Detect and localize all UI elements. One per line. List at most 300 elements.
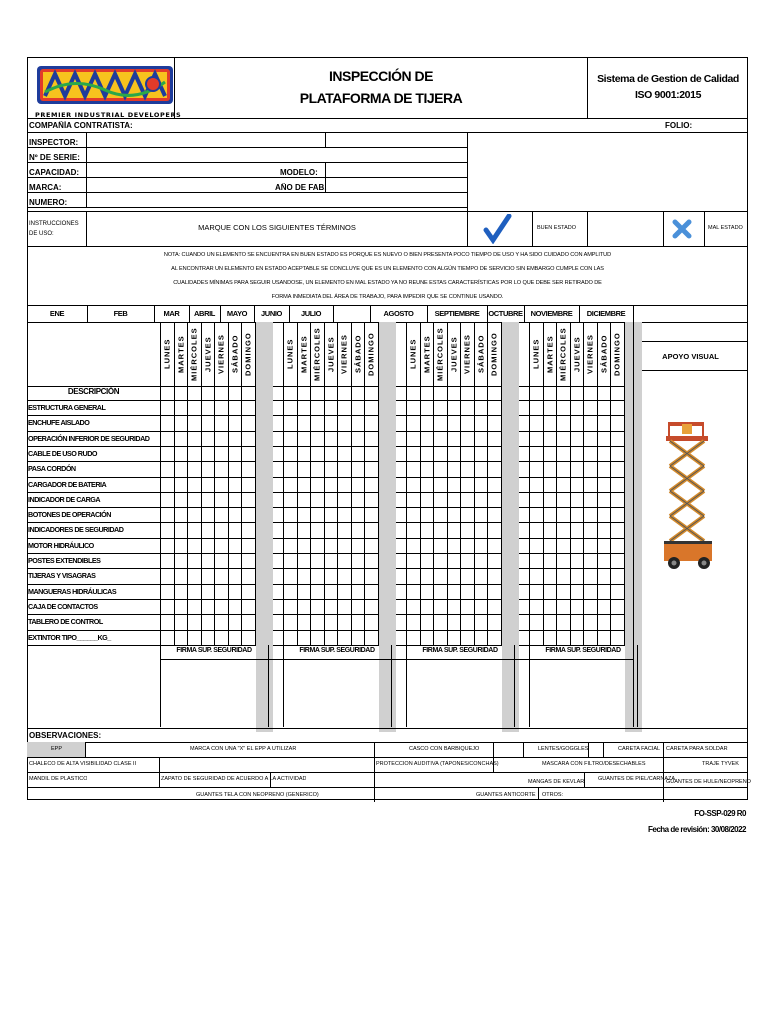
check-cell[interactable]: [583, 461, 597, 476]
check-cell[interactable]: [283, 630, 297, 645]
check-cell[interactable]: [610, 415, 624, 430]
check-cell[interactable]: [297, 538, 311, 553]
check-cell[interactable]: [324, 461, 338, 476]
check-cell[interactable]: [310, 630, 324, 645]
check-cell[interactable]: [310, 415, 324, 430]
check-cell[interactable]: [543, 507, 557, 522]
check-cell[interactable]: [351, 584, 365, 599]
check-cell[interactable]: [351, 599, 365, 614]
check-cell[interactable]: [460, 568, 474, 583]
check-cell[interactable]: [543, 568, 557, 583]
check-cell[interactable]: [324, 584, 338, 599]
check-cell[interactable]: [297, 522, 311, 537]
check-cell[interactable]: [556, 614, 570, 629]
check-cell[interactable]: [543, 415, 557, 430]
check-cell[interactable]: [337, 522, 351, 537]
check-cell[interactable]: [160, 553, 174, 568]
check-cell[interactable]: [460, 415, 474, 430]
check-cell[interactable]: [241, 599, 255, 614]
check-cell[interactable]: [529, 400, 543, 415]
check-cell[interactable]: [433, 538, 447, 553]
check-cell[interactable]: [160, 630, 174, 645]
check-cell[interactable]: [529, 431, 543, 446]
check-cell[interactable]: [556, 477, 570, 492]
check-cell[interactable]: [337, 415, 351, 430]
check-cell[interactable]: [460, 599, 474, 614]
check-cell[interactable]: [214, 614, 228, 629]
epp-otros[interactable]: OTROS:: [542, 792, 564, 798]
inspector-field[interactable]: [87, 133, 325, 148]
check-cell[interactable]: [297, 568, 311, 583]
check-cell[interactable]: [283, 461, 297, 476]
check-cell[interactable]: [543, 477, 557, 492]
check-cell[interactable]: [310, 400, 324, 415]
check-cell[interactable]: [174, 507, 188, 522]
check-cell[interactable]: [487, 584, 501, 599]
check-cell[interactable]: [610, 584, 624, 599]
check-cell[interactable]: [474, 568, 488, 583]
check-cell[interactable]: [420, 553, 434, 568]
check-cell[interactable]: [337, 599, 351, 614]
check-cell[interactable]: [406, 599, 420, 614]
check-cell[interactable]: [583, 568, 597, 583]
check-cell[interactable]: [597, 461, 611, 476]
check-cell[interactable]: [406, 522, 420, 537]
check-cell[interactable]: [447, 599, 461, 614]
check-cell[interactable]: [214, 415, 228, 430]
check-cell[interactable]: [364, 614, 378, 629]
check-cell[interactable]: [487, 538, 501, 553]
check-cell[interactable]: [187, 415, 201, 430]
check-cell[interactable]: [556, 492, 570, 507]
check-cell[interactable]: [297, 477, 311, 492]
check-cell[interactable]: [406, 568, 420, 583]
check-cell[interactable]: [310, 584, 324, 599]
check-cell[interactable]: [529, 553, 543, 568]
check-cell[interactable]: [214, 477, 228, 492]
check-cell[interactable]: [337, 538, 351, 553]
check-cell[interactable]: [283, 553, 297, 568]
check-cell[interactable]: [610, 461, 624, 476]
check-cell[interactable]: [364, 477, 378, 492]
check-cell[interactable]: [406, 630, 420, 645]
check-cell[interactable]: [529, 461, 543, 476]
check-cell[interactable]: [420, 614, 434, 629]
check-cell[interactable]: [228, 461, 242, 476]
epp-careta-facial[interactable]: CARETA FACIAL: [618, 746, 661, 752]
check-cell[interactable]: [447, 431, 461, 446]
check-cell[interactable]: [201, 568, 215, 583]
epp-guantes-anticorte[interactable]: GUANTES ANTICORTE: [476, 792, 536, 798]
check-cell[interactable]: [597, 614, 611, 629]
check-cell[interactable]: [487, 477, 501, 492]
check-cell[interactable]: [351, 630, 365, 645]
check-cell[interactable]: [187, 553, 201, 568]
check-cell[interactable]: [583, 599, 597, 614]
check-cell[interactable]: [364, 538, 378, 553]
check-cell[interactable]: [187, 492, 201, 507]
check-cell[interactable]: [228, 568, 242, 583]
check-cell[interactable]: [433, 492, 447, 507]
check-cell[interactable]: [597, 599, 611, 614]
check-cell[interactable]: [228, 553, 242, 568]
capacity-field[interactable]: [87, 163, 247, 178]
check-cell[interactable]: [187, 477, 201, 492]
check-cell[interactable]: [570, 630, 584, 645]
check-cell[interactable]: [297, 553, 311, 568]
check-cell[interactable]: [351, 477, 365, 492]
check-cell[interactable]: [228, 477, 242, 492]
check-cell[interactable]: [160, 492, 174, 507]
check-cell[interactable]: [529, 584, 543, 599]
check-cell[interactable]: [228, 446, 242, 461]
epp-mascara[interactable]: MASCARA CON FILTRO/DESECHABLES: [542, 761, 646, 767]
check-cell[interactable]: [610, 630, 624, 645]
check-cell[interactable]: [447, 477, 461, 492]
check-cell[interactable]: [543, 446, 557, 461]
check-cell[interactable]: [364, 431, 378, 446]
check-cell[interactable]: [160, 507, 174, 522]
check-cell[interactable]: [174, 492, 188, 507]
check-cell[interactable]: [433, 522, 447, 537]
check-cell[interactable]: [310, 477, 324, 492]
check-cell[interactable]: [583, 538, 597, 553]
check-cell[interactable]: [228, 400, 242, 415]
check-cell[interactable]: [447, 507, 461, 522]
check-cell[interactable]: [174, 431, 188, 446]
check-cell[interactable]: [187, 538, 201, 553]
check-cell[interactable]: [570, 538, 584, 553]
check-cell[interactable]: [447, 553, 461, 568]
check-cell[interactable]: [324, 553, 338, 568]
epp-casco[interactable]: CASCO CON BARBIQUEJO: [409, 746, 480, 752]
check-cell[interactable]: [337, 584, 351, 599]
check-cell[interactable]: [201, 446, 215, 461]
check-cell[interactable]: [201, 492, 215, 507]
check-cell[interactable]: [324, 522, 338, 537]
check-cell[interactable]: [187, 400, 201, 415]
check-cell[interactable]: [187, 568, 201, 583]
check-cell[interactable]: [610, 553, 624, 568]
check-cell[interactable]: [460, 522, 474, 537]
check-cell[interactable]: [433, 431, 447, 446]
check-cell[interactable]: [420, 538, 434, 553]
check-cell[interactable]: [364, 599, 378, 614]
epp-lentes[interactable]: LENTES/GOGGLES: [538, 746, 589, 752]
check-cell[interactable]: [420, 584, 434, 599]
check-cell[interactable]: [406, 553, 420, 568]
check-cell[interactable]: [487, 630, 501, 645]
check-cell[interactable]: [364, 492, 378, 507]
check-cell[interactable]: [529, 630, 543, 645]
check-cell[interactable]: [160, 538, 174, 553]
check-cell[interactable]: [447, 492, 461, 507]
check-cell[interactable]: [283, 584, 297, 599]
check-cell[interactable]: [447, 446, 461, 461]
check-cell[interactable]: [241, 431, 255, 446]
check-cell[interactable]: [174, 415, 188, 430]
check-cell[interactable]: [228, 522, 242, 537]
check-cell[interactable]: [160, 431, 174, 446]
check-cell[interactable]: [460, 630, 474, 645]
check-cell[interactable]: [324, 415, 338, 430]
check-cell[interactable]: [583, 614, 597, 629]
check-cell[interactable]: [310, 568, 324, 583]
check-cell[interactable]: [297, 614, 311, 629]
check-cell[interactable]: [487, 568, 501, 583]
check-cell[interactable]: [583, 446, 597, 461]
check-cell[interactable]: [570, 507, 584, 522]
check-cell[interactable]: [570, 446, 584, 461]
check-cell[interactable]: [160, 522, 174, 537]
check-cell[interactable]: [447, 415, 461, 430]
check-cell[interactable]: [597, 553, 611, 568]
check-cell[interactable]: [283, 431, 297, 446]
check-cell[interactable]: [310, 599, 324, 614]
check-cell[interactable]: [556, 568, 570, 583]
check-cell[interactable]: [433, 553, 447, 568]
check-cell[interactable]: [406, 614, 420, 629]
check-cell[interactable]: [610, 614, 624, 629]
check-cell[interactable]: [420, 477, 434, 492]
check-cell[interactable]: [187, 599, 201, 614]
check-cell[interactable]: [201, 630, 215, 645]
check-cell[interactable]: [597, 584, 611, 599]
check-cell[interactable]: [570, 400, 584, 415]
check-cell[interactable]: [214, 446, 228, 461]
check-cell[interactable]: [174, 538, 188, 553]
check-cell[interactable]: [228, 584, 242, 599]
check-cell[interactable]: [160, 477, 174, 492]
check-cell[interactable]: [241, 446, 255, 461]
check-cell[interactable]: [324, 492, 338, 507]
check-cell[interactable]: [447, 400, 461, 415]
epp-proteccion[interactable]: PROTECCIÓN AUDITIVA (TAPONES/CONCHAS): [376, 761, 499, 767]
check-cell[interactable]: [487, 446, 501, 461]
check-cell[interactable]: [529, 522, 543, 537]
check-cell[interactable]: [324, 446, 338, 461]
check-cell[interactable]: [420, 522, 434, 537]
epp-careta-soldar[interactable]: CARETA PARA SOLDAR: [666, 746, 728, 752]
check-cell[interactable]: [214, 461, 228, 476]
check-cell[interactable]: [324, 431, 338, 446]
check-cell[interactable]: [228, 507, 242, 522]
check-cell[interactable]: [610, 477, 624, 492]
check-cell[interactable]: [297, 431, 311, 446]
check-cell[interactable]: [474, 553, 488, 568]
check-cell[interactable]: [310, 538, 324, 553]
check-cell[interactable]: [283, 614, 297, 629]
check-cell[interactable]: [487, 553, 501, 568]
check-cell[interactable]: [406, 415, 420, 430]
check-cell[interactable]: [351, 415, 365, 430]
check-cell[interactable]: [201, 477, 215, 492]
check-cell[interactable]: [160, 446, 174, 461]
check-cell[interactable]: [187, 446, 201, 461]
check-cell[interactable]: [297, 599, 311, 614]
check-cell[interactable]: [597, 415, 611, 430]
check-cell[interactable]: [406, 492, 420, 507]
check-cell[interactable]: [610, 400, 624, 415]
check-cell[interactable]: [487, 400, 501, 415]
check-cell[interactable]: [241, 538, 255, 553]
check-cell[interactable]: [187, 461, 201, 476]
check-cell[interactable]: [160, 614, 174, 629]
check-cell[interactable]: [364, 584, 378, 599]
check-cell[interactable]: [283, 568, 297, 583]
check-cell[interactable]: [474, 415, 488, 430]
check-cell[interactable]: [324, 599, 338, 614]
check-cell[interactable]: [583, 584, 597, 599]
check-cell[interactable]: [420, 415, 434, 430]
check-cell[interactable]: [610, 568, 624, 583]
check-cell[interactable]: [297, 446, 311, 461]
check-cell[interactable]: [241, 415, 255, 430]
check-cell[interactable]: [214, 522, 228, 537]
check-cell[interactable]: [543, 522, 557, 537]
check-cell[interactable]: [351, 492, 365, 507]
check-cell[interactable]: [214, 568, 228, 583]
check-cell[interactable]: [447, 584, 461, 599]
check-cell[interactable]: [324, 538, 338, 553]
check-cell[interactable]: [324, 400, 338, 415]
check-cell[interactable]: [214, 599, 228, 614]
epp-guantes-tela[interactable]: GUANTES TELA CON NEOPRENO (GENÉRICO): [196, 792, 319, 798]
check-cell[interactable]: [241, 584, 255, 599]
number-field[interactable]: [87, 193, 467, 208]
check-cell[interactable]: [529, 538, 543, 553]
check-cell[interactable]: [364, 553, 378, 568]
check-cell[interactable]: [570, 599, 584, 614]
check-cell[interactable]: [474, 507, 488, 522]
epp-mandil[interactable]: MANDIL DE PLÁSTICO: [29, 776, 88, 782]
check-cell[interactable]: [543, 614, 557, 629]
check-cell[interactable]: [420, 630, 434, 645]
epp-guantes-piel[interactable]: GUANTES DE PIEL/CARNAZA: [598, 776, 676, 782]
epp-guantes-hule[interactable]: GUANTES DE HULE/NEOPRENO: [666, 779, 751, 785]
check-cell[interactable]: [310, 553, 324, 568]
check-cell[interactable]: [406, 446, 420, 461]
check-cell[interactable]: [460, 477, 474, 492]
check-cell[interactable]: [487, 507, 501, 522]
check-cell[interactable]: [283, 522, 297, 537]
check-cell[interactable]: [583, 415, 597, 430]
check-cell[interactable]: [297, 400, 311, 415]
check-cell[interactable]: [433, 507, 447, 522]
check-cell[interactable]: [201, 614, 215, 629]
check-cell[interactable]: [160, 415, 174, 430]
check-cell[interactable]: [310, 446, 324, 461]
check-cell[interactable]: [201, 584, 215, 599]
check-cell[interactable]: [214, 538, 228, 553]
check-cell[interactable]: [570, 415, 584, 430]
check-cell[interactable]: [228, 415, 242, 430]
check-cell[interactable]: [487, 461, 501, 476]
check-cell[interactable]: [610, 538, 624, 553]
check-cell[interactable]: [570, 461, 584, 476]
epp-mangas[interactable]: MANGAS DE KEVLAR: [528, 779, 585, 785]
check-cell[interactable]: [583, 507, 597, 522]
check-cell[interactable]: [556, 522, 570, 537]
check-cell[interactable]: [324, 630, 338, 645]
brand-field[interactable]: [87, 178, 247, 193]
check-cell[interactable]: [283, 492, 297, 507]
check-cell[interactable]: [174, 400, 188, 415]
check-cell[interactable]: [406, 431, 420, 446]
check-cell[interactable]: [297, 461, 311, 476]
check-cell[interactable]: [283, 507, 297, 522]
check-cell[interactable]: [570, 477, 584, 492]
check-cell[interactable]: [201, 599, 215, 614]
check-cell[interactable]: [597, 568, 611, 583]
check-cell[interactable]: [433, 415, 447, 430]
check-cell[interactable]: [228, 431, 242, 446]
check-cell[interactable]: [597, 630, 611, 645]
check-cell[interactable]: [214, 507, 228, 522]
check-cell[interactable]: [610, 446, 624, 461]
check-cell[interactable]: [460, 614, 474, 629]
check-cell[interactable]: [228, 614, 242, 629]
epp-zapato[interactable]: ZAPATO DE SEGURIDAD DE ACUERDO A LA ACTIVIDAD: [161, 776, 307, 782]
check-cell[interactable]: [351, 522, 365, 537]
safety-supervisor-signature[interactable]: FIRMA SUP. SEGURIDAD: [176, 646, 252, 654]
check-cell[interactable]: [474, 477, 488, 492]
check-cell[interactable]: [201, 400, 215, 415]
check-cell[interactable]: [529, 477, 543, 492]
check-cell[interactable]: [364, 568, 378, 583]
check-cell[interactable]: [337, 477, 351, 492]
check-cell[interactable]: [474, 538, 488, 553]
check-cell[interactable]: [556, 446, 570, 461]
check-cell[interactable]: [174, 477, 188, 492]
check-cell[interactable]: [529, 614, 543, 629]
check-cell[interactable]: [337, 400, 351, 415]
check-cell[interactable]: [337, 431, 351, 446]
check-cell[interactable]: [529, 507, 543, 522]
check-cell[interactable]: [174, 522, 188, 537]
check-cell[interactable]: [241, 553, 255, 568]
check-cell[interactable]: [460, 553, 474, 568]
check-cell[interactable]: [583, 553, 597, 568]
check-cell[interactable]: [433, 568, 447, 583]
safety-supervisor-signature[interactable]: FIRMA SUP. SEGURIDAD: [422, 646, 498, 654]
check-cell[interactable]: [174, 599, 188, 614]
check-cell[interactable]: [228, 538, 242, 553]
check-cell[interactable]: [283, 477, 297, 492]
check-cell[interactable]: [310, 522, 324, 537]
check-cell[interactable]: [420, 568, 434, 583]
check-cell[interactable]: [543, 630, 557, 645]
check-cell[interactable]: [310, 614, 324, 629]
check-cell[interactable]: [351, 614, 365, 629]
check-cell[interactable]: [174, 446, 188, 461]
check-cell[interactable]: [487, 599, 501, 614]
check-cell[interactable]: [474, 400, 488, 415]
check-cell[interactable]: [543, 553, 557, 568]
check-cell[interactable]: [583, 630, 597, 645]
check-cell[interactable]: [474, 446, 488, 461]
check-cell[interactable]: [420, 461, 434, 476]
check-cell[interactable]: [420, 400, 434, 415]
check-cell[interactable]: [283, 400, 297, 415]
check-cell[interactable]: [420, 492, 434, 507]
check-cell[interactable]: [310, 431, 324, 446]
check-cell[interactable]: [406, 400, 420, 415]
check-cell[interactable]: [543, 538, 557, 553]
check-cell[interactable]: [406, 584, 420, 599]
check-cell[interactable]: [556, 461, 570, 476]
check-cell[interactable]: [241, 400, 255, 415]
